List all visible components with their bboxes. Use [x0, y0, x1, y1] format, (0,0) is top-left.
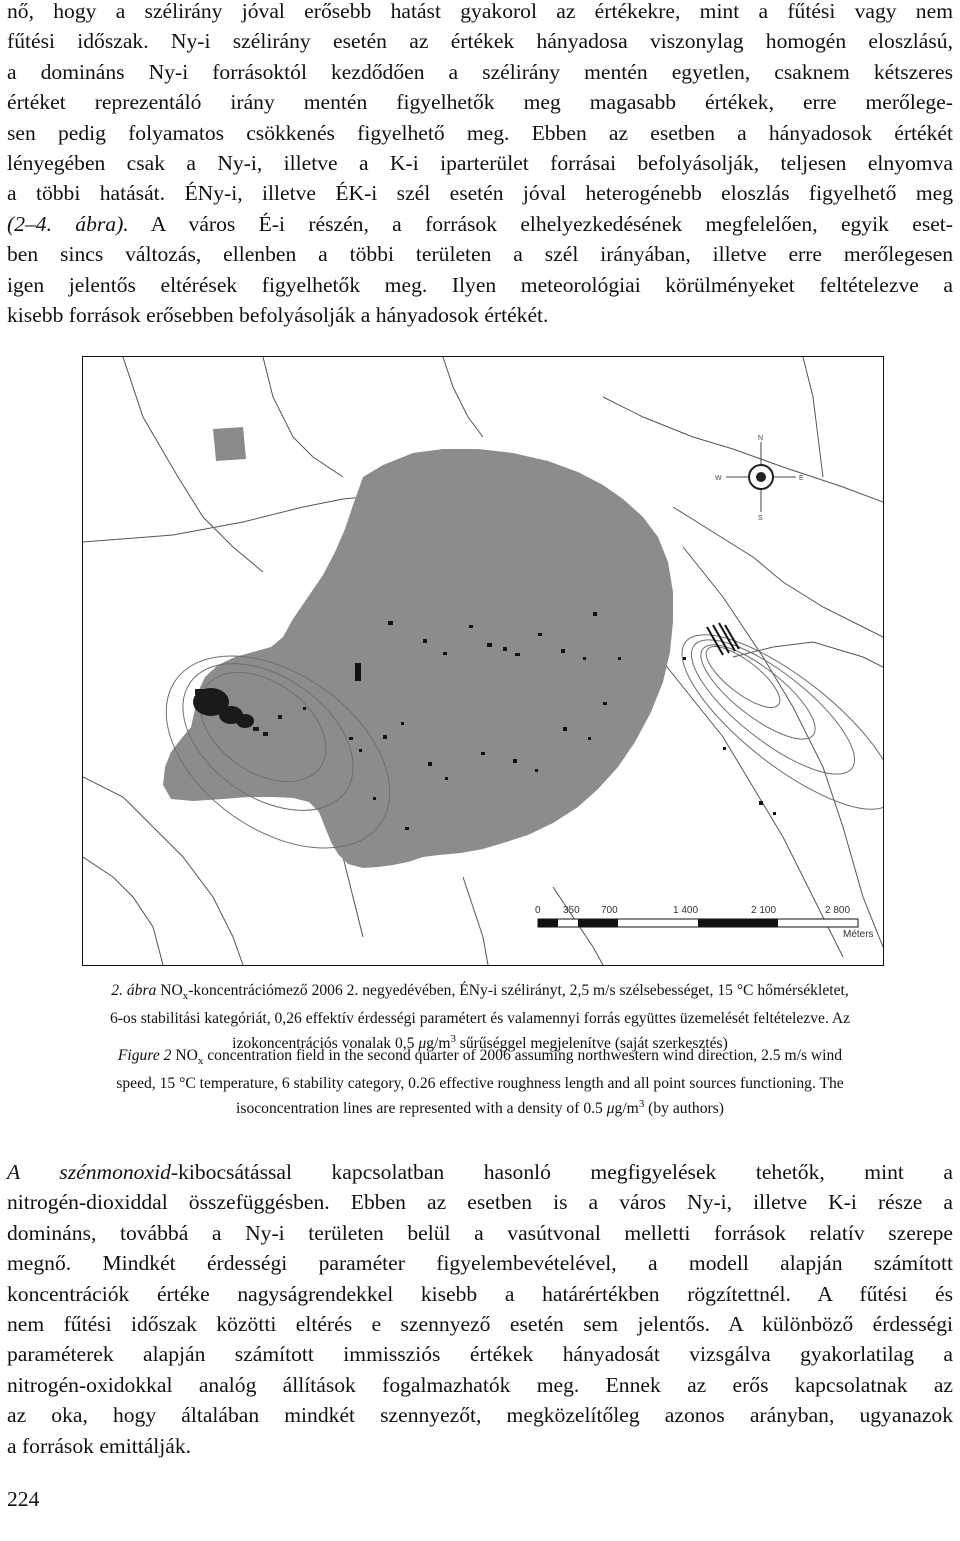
text-line: domináns, továbbá a Ny-i területen belül a vasútvonal melletti források relatív szerepe: [7, 1220, 953, 1245]
caption-line: 6-os stabilitási kategóriát, 0,26 effektív érdességi paramétert és valamennyi forrás együttes üzemelését feltételezve. Az: [109, 1009, 851, 1027]
text-segment: -kibocsátással kapcsolatban hasonló megfigyelések tehetők, mint a: [170, 1160, 953, 1184]
caption-text: g/m: [426, 1035, 451, 1052]
concentration-map: [83, 357, 883, 965]
caption-line: speed, 15 °C temperature, 6 stability category, 0.26 effective roughness length and all point sources functioning. The: [116, 1074, 844, 1092]
caption-mu: μ: [606, 1100, 615, 1117]
text-line: paraméterek alapján számított immissziós értékek hányadosát vizsgálva gyakorlatilag a: [7, 1342, 953, 1367]
figure-caption-hungarian: [14, 980, 946, 1055]
compass-east: E: [799, 475, 804, 482]
text-line: megnő. Mindkét érdességi paraméter figyelembevételével, a modell alapján számított: [7, 1251, 953, 1276]
caption-text: isoconcentration lines are represented with a density of 0.5: [236, 1100, 607, 1117]
compass-north: N: [758, 435, 764, 442]
caption-line: [14, 1045, 946, 1073]
caption-text: (by authors): [644, 1100, 724, 1117]
text-line: lényegében csak a Ny-i, illetve a K-i iparterület forrásai befolyásolják, teljesen elnyomva: [7, 151, 953, 176]
caption-text: izokoncentrációs vonalak 0,5: [232, 1035, 419, 1052]
caption-text: sűrűséggel megjelenítve (saját szerkesztés): [455, 1035, 728, 1052]
figure-caption-english: [14, 1045, 946, 1120]
term-carbon-monoxide: A szénmonoxid: [7, 1160, 171, 1184]
caption-line: [14, 1094, 946, 1120]
scale-unit: Méters: [843, 929, 874, 940]
caption-superscript: 3: [638, 1098, 645, 1110]
text-line: az oka, hogy általában mindkét szennyezőt, megközelítőleg azonos arányban, ugyanazok: [7, 1403, 953, 1428]
caption-label: Figure 2: [117, 1047, 172, 1064]
scale-bar: [535, 905, 874, 940]
page-number: 224: [7, 1487, 40, 1511]
caption-text: -koncentrációmező 2006 2. negyedévében, ÉNy-i szélirányt, 2,5 m/s szélsebességet, 15 °C hőmérsékletet,: [188, 982, 849, 999]
text-line: a domináns Ny-i forrásoktól kezdődően a szélirány mentén egyetlen, csaknem kétszeres: [7, 59, 953, 84]
caption-line: [14, 980, 946, 1008]
compass-south: S: [758, 515, 763, 522]
scale-label: 700: [601, 905, 618, 916]
text-line: ben sincs változás, ellenben a többi területen a szél irányában, illetve erre merőlegesen: [7, 242, 953, 267]
caption-label: 2. ábra: [111, 982, 157, 999]
scale-label: 0: [535, 905, 541, 916]
paragraph-2: [7, 1157, 953, 1461]
compass-west: W: [715, 475, 722, 482]
text-line: sen pedig folyamatos csökkenés figyelhető meg. Ebben az esetben a hányadosok értékét: [7, 120, 953, 145]
scale-label: 350: [563, 905, 580, 916]
paragraph-1: [7, 0, 953, 330]
text-line: koncentrációk értéke nagyságrendekkel kisebb a határértékben rögzítettnél. A fűtési és: [7, 1281, 953, 1306]
text-line: értéket reprezentáló irány mentén figyelhetők meg magasabb értékek, erre merőlege-: [7, 90, 953, 115]
text-line: fűtési időszak. Ny-i szélirány esetén az értékek hányadosa viszonylag homogén eloszlású,: [7, 29, 953, 54]
land-parcel: [213, 427, 246, 461]
city-area: [163, 449, 673, 868]
text-line: [7, 1157, 953, 1187]
text-line: a többi hatását. ÉNy-i, illetve ÉK-i szél esetén jóval heterogénebb eloszlás figyelhető meg: [7, 181, 953, 206]
scale-label: 2 100: [751, 905, 777, 916]
concentration-map-figure: [82, 356, 884, 966]
text-line: igen jelentős eltérések figyelhetők meg. Ilyen meteorológiai körülményeket feltételezve a: [7, 272, 953, 297]
caption-subscript: x: [197, 1055, 204, 1067]
text-line: nő, hogy a szélirány jóval erősebb hatást gyakorol az értékekre, mint a fűtési vagy nem: [7, 0, 953, 23]
point-sources-east: [707, 623, 739, 655]
text-line: kisebb források erősebben befolyásolják a hányadosok értékét.: [7, 303, 549, 328]
caption-mu: μ: [418, 1035, 427, 1052]
caption-subscript: x: [182, 990, 189, 1002]
text-line: a források emittálják.: [7, 1433, 192, 1458]
caption-text: g/m: [614, 1100, 639, 1117]
text-segment: A város É-i részén, a források elhelyezkedésének megfelelően, egyik eset-: [128, 211, 953, 236]
figure-reference: (2–4. ábra).: [7, 211, 129, 236]
text-line: nitrogén-dioxiddal összefüggésben. Ebben az esetben is a város Ny-i, illetve K-i része a: [7, 1190, 953, 1215]
scale-label: 1 400: [673, 905, 699, 916]
scale-label: 2 800: [825, 905, 851, 916]
text-line: nitrogén-oxidokkal analóg állítások fogalmazhatók meg. Ennek az erős kapcsolatnak az: [7, 1372, 953, 1397]
caption-superscript: 3: [450, 1033, 456, 1045]
text-line: [7, 209, 953, 239]
caption-text: concentration field in the second quarter of 2006 assuming northwestern wind direction, 2.5 m/s wind: [203, 1047, 843, 1064]
caption-text: NO: [156, 982, 183, 999]
text-line: nem fűtési időszak közötti eltérés e szennyező esetén sem jelentős. A különböző érdességi: [7, 1312, 953, 1337]
caption-text: NO: [171, 1047, 198, 1064]
